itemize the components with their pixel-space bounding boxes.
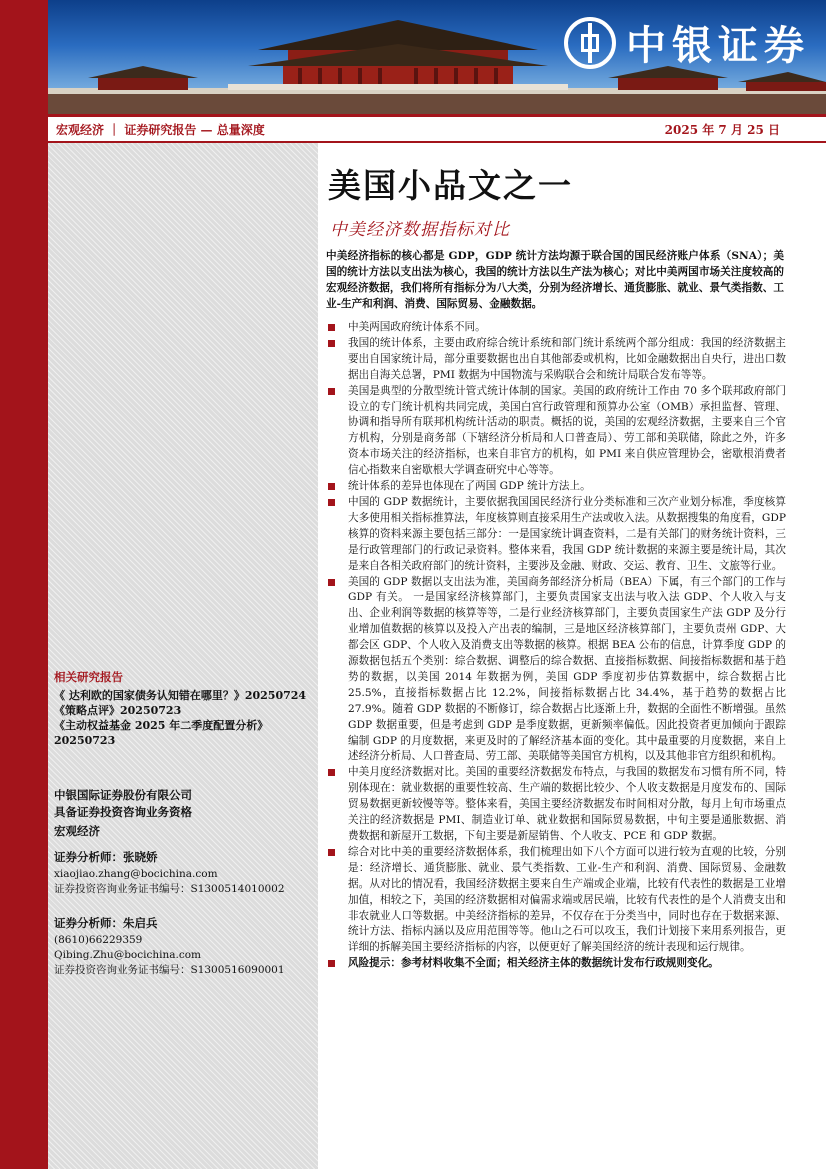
list-item xyxy=(326,845,786,956)
bullet-square-icon xyxy=(328,849,335,856)
brand-logo xyxy=(564,14,810,71)
bullet-square-icon xyxy=(328,769,335,776)
bullet-square-icon xyxy=(328,388,335,395)
company-name: 中银国际证券股份有限公司 xyxy=(54,788,192,802)
bullet-square-icon xyxy=(328,340,335,347)
brand-name: 中银证券 xyxy=(626,23,810,69)
risk-text: 风险提示：参考材料收集不全面；相关经济主体的数据统计发布行政规则变化。 xyxy=(348,957,719,970)
bullet-text: 美国的 GDP 数据以支出法为准，美国商务部经济分析局（BEA）下属，有三个部门的工作与 GDP 有关。 一是国家经济核算部门，主要负责国家支出法与收入法 GDP、个人收入与支出、企业利润等数据的核算等等，二是行业经济核算部门，主要负责国家生产法 GDP 及分行业增加值数据的核算以及投入产出表的编制，三是地区经济核算部门，主要负责州 GDP、大都会区 GDP、个人收入及消费支出等数据的核算。根据 BEA 公布的信息，计算季度 GDP 的源数据包括五个类别：综合数据、调整后的综合数据、直接指标数据、间接指标数据和基于趋势的数据，以美国 2014 年数据为例，美国 GDP 季度初步估算数据中，综合数据占比 25.5%，直接指标数据占比 12.2%，间接指标数据占比 34.4%，基于趋势的数据占比 27.9%。随着 GDP 数据的不断修订，综合数据占比逐渐上升，数据的全面性不断增强。虽然 GDP 数据重要，但是考虑到 GDP 是季度数据，更新频率偏低。因此投资者更加倾向于跟踪编制 GDP 的月度数据，来更及时的了解经济基本面的变化。其中最重要的月度数据，来自上述经济分析局、人口普查局、劳工部、美联储等美国官方机构，以及其他非官方组织和机构。 xyxy=(348,575,786,763)
list-item xyxy=(326,320,786,336)
sector-label: 宏观经济 xyxy=(54,824,100,838)
bullet-text: 中国的 GDP 数据统计，主要依据我国国民经济行业分类标准和三次产业划分标准，季度核算大多使用相关指标推算法，年度核算则直接采用生产法或收入法。从数据搜集的角度看，GDP 核算的资料来源主要包括三部分：一是国家统计调查资料，二是有关部门的财务统计资料，三是行政管理部门的行政记录资料。整体来看，我国 GDP 统计数据的来源主要是统计局，其次是来自各相关政府部门的统计资料，主要涉及金融、财政、交运、教育、卫生、文旅等行业。 xyxy=(348,495,786,572)
bullet-text: 我国的统计体系，主要由政府综合统计系统和部门统计系统两个部分组成：我国的经济数据主要出自国家统计局，部分重要数据也出自其他部委或机构，比如金融数据出自央行，进出口数据出自海关总署，PMI 数据为中国物流与采购联合会和统计局联合发布等等。 xyxy=(348,336,786,381)
report-title: 美国小品文之一 xyxy=(328,166,573,205)
related-reports-title: 相关研究报告 xyxy=(54,670,123,684)
report-summary: 中美经济指标的核心都是 GDP，GDP 统计方法均源于联合国的国民经济账户体系（SNA）；美国的统计方法以支出法为核心，我国的统计方法以生产法为核心；对比中美两国市场关注度较高的宏观经济数据，我们将所有指标分为八大类，分别为经济增长、通货膨胀、就业、景气类指数、工业-生产和利润、消费、国际贸易、金融数据。 xyxy=(326,250,784,310)
report-category: 宏观经济 ｜ 证券研究报告 — 总量深度 xyxy=(56,123,265,137)
sidebar-panel xyxy=(48,143,318,1169)
bullet-square-icon xyxy=(328,324,335,331)
analyst-email[interactable]: xiaojiao.zhang@bocichina.com xyxy=(54,868,218,880)
analyst-cert: 证券投资咨询业务证书编号：S1300514010002 xyxy=(54,883,285,895)
analyst-card xyxy=(54,916,312,978)
list-item xyxy=(326,384,786,479)
bullet-square-icon xyxy=(328,960,335,967)
analyst-name: 证券分析师：朱启兵 xyxy=(54,916,158,930)
report-date: 2025 年 7 月 25 日 xyxy=(664,123,780,137)
company-qualification: 具备证券投资咨询业务资格 xyxy=(54,805,192,819)
bullet-text: 中美月度经济数据对比。美国的重要经济数据发布特点，与我国的数据发布习惯有所不同，特别体现在：就业数据的重要性较高、生产端的数据比较少、个人收支数据是月度发布的、国际贸易数据更新较慢等等。整体来看，美国主要经济数据发布时间相对分散，每月上旬市场重点关注的经济数据是 PMI、制造业订单、就业数据和国际贸易数据，中旬主要是通胀数据、消费数据和新屋开工数据，下旬主要是新屋销售、个人收支、PCE 和 GDP 数据。 xyxy=(348,766,786,842)
analyst-cert: 证券投资咨询业务证书编号：S1300516090001 xyxy=(54,964,285,976)
bullet-square-icon xyxy=(328,483,335,490)
risk-warning xyxy=(326,956,786,972)
related-report-item[interactable]: 《 达利欧的国家债务认知错在哪里？》20250724 xyxy=(54,689,307,702)
analyst-card xyxy=(54,850,312,897)
header-banner xyxy=(48,0,826,114)
company-info xyxy=(54,787,312,821)
bullet-text: 美国是典型的分散型统计管式统计体制的国家。美国的政府统计工作由 70 多个联邦政府部门设立的专门统计机构共同完成，美国白宫行政管理和预算办公室（OMB）承担监督、管理、协调和指导所有联邦机构统计活动的职责。概括的说，美国的宏观经济数据，主要来自三个官方机构，分别是商务部（下辖经济分析局和人口普查局）、劳工部和美联储，除此之外，许多资本市场关注的经济指标，也来自非官方的机构，如 PMI 来自供应管理协会，密歇根消费者信心指数来自密歇根大学调查研究中心等等。 xyxy=(348,384,786,477)
key-points-list xyxy=(326,320,786,972)
header-top-rule xyxy=(48,114,826,117)
related-report-item[interactable]: 《主动权益基金 2025 年二季度配置分析》20250723 xyxy=(54,719,269,747)
bullet-text: 统计体系的差异也体现在了两国 GDP 统计方法上。 xyxy=(348,480,591,493)
bullet-text: 中美两国政府统计体系不同。 xyxy=(348,321,486,333)
analyst-email[interactable]: Qibing.Zhu@bocichina.com xyxy=(54,949,201,961)
related-reports xyxy=(54,670,312,748)
bullet-square-icon xyxy=(328,579,335,586)
bullet-square-icon xyxy=(328,499,335,506)
list-item xyxy=(326,495,786,575)
report-subtitle: 中美经济数据指标对比 xyxy=(330,220,510,240)
left-accent-bar xyxy=(0,0,48,1169)
bullet-text: 综合对比中美的重要经济数据体系，我们梳理出如下八个方面可以进行较为直观的比较，分别是：经济增长、通货膨胀、就业、景气类指数、工业-生产和利润、消费、国际贸易、金融数据。从对比的情况看，我国经济数据主要来自生产端或企业端，比较有代表性的数据是工业增加值，相较之下，美国的经济数据相对偏需求端或居民端，比较有代表性的是个人消费支出和非农就业人口等数据。中美经济指标的差异，不仅存在于分类当中，同时也存在于数据来源、统计方法、指标内涵以及应用范围等等。他山之石可以攻玉，我们计划接下来用系列报告，更详细的拆解美国主要经济指标的内容，以便更好了解美国经济的统计表现和运行规律。 xyxy=(348,845,786,954)
list-item xyxy=(326,575,786,766)
list-item xyxy=(326,336,786,384)
boc-logo-icon xyxy=(564,17,616,69)
analyst-name: 证券分析师：张晓娇 xyxy=(54,850,158,864)
list-item xyxy=(326,479,786,495)
list-item xyxy=(326,765,786,845)
analyst-phone: (8610)66229359 xyxy=(54,934,143,946)
related-report-item[interactable]: 《策略点评》20250723 xyxy=(54,704,182,717)
